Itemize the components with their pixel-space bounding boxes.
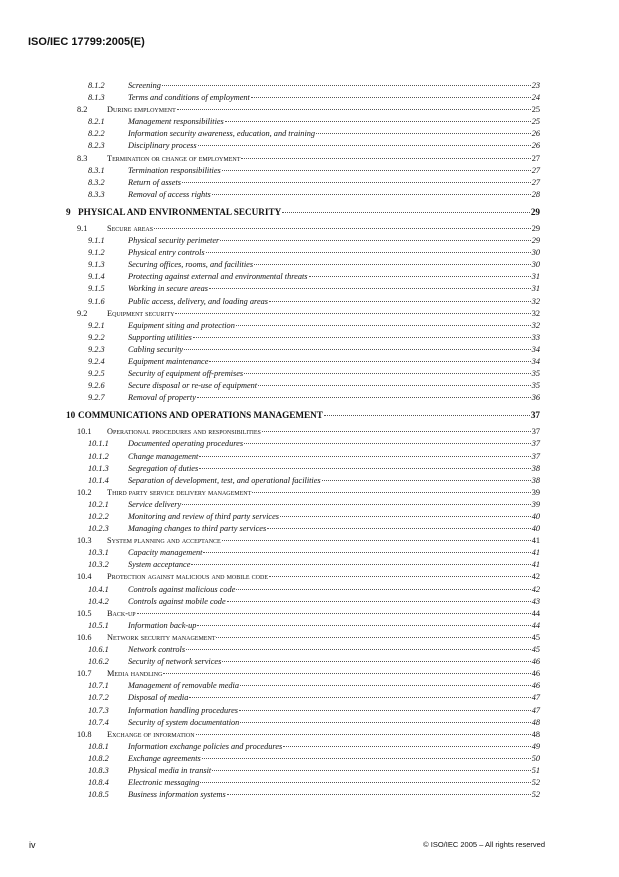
toc-subsection[interactable] <box>62 559 540 571</box>
toc-page: 25 <box>531 117 540 127</box>
toc-title: Managing changes to third party services <box>128 524 267 534</box>
toc-number: 8.3.2 <box>88 177 105 187</box>
toc-leader <box>309 276 531 277</box>
toc-leader <box>322 480 531 481</box>
toc-page: 34 <box>531 344 540 354</box>
toc-page: 30 <box>531 248 540 258</box>
toc-number: 9.1 <box>77 223 88 233</box>
toc-subsection[interactable] <box>62 620 540 632</box>
toc-title: Separation of development, test, and operational facilities <box>128 475 321 485</box>
toc-number: 10.6.2 <box>88 657 109 667</box>
toc-number: 9.1.6 <box>88 296 105 306</box>
toc-page: 35 <box>531 381 540 391</box>
toc-subsection[interactable] <box>62 259 540 271</box>
toc-subsection[interactable] <box>62 271 540 283</box>
toc-number: 10.7.2 <box>88 693 109 703</box>
toc-leader <box>206 252 531 253</box>
toc-title: Physical entry controls <box>128 248 205 258</box>
toc-subsection[interactable] <box>62 451 540 463</box>
toc-page: 52 <box>531 790 540 800</box>
toc-title: Secure areas <box>107 223 154 233</box>
toc-leader <box>137 613 531 614</box>
toc-page: 39 <box>531 499 540 509</box>
toc-number: 10.2.1 <box>88 499 109 509</box>
toc-leader <box>227 601 531 602</box>
toc-leader <box>262 431 531 432</box>
toc-title: Network controls <box>128 645 186 655</box>
toc-leader <box>209 361 530 362</box>
toc-page: 40 <box>531 524 540 534</box>
toc-number: 8.3.1 <box>88 165 105 175</box>
toc-leader <box>241 158 530 159</box>
toc-leader <box>227 794 531 795</box>
toc-title: Protection against malicious and mobile code <box>107 572 268 582</box>
toc-leader <box>200 782 530 783</box>
toc-title: Supporting utilities <box>128 332 192 342</box>
toc-number: 9.2.3 <box>88 344 105 354</box>
toc-subsection[interactable] <box>62 320 540 332</box>
toc-number: 10.3.1 <box>88 548 109 558</box>
toc-leader <box>254 264 531 265</box>
toc-page: 46 <box>531 669 540 679</box>
toc-title: Media handling <box>107 669 163 679</box>
toc-number: 8.1.2 <box>88 81 105 90</box>
toc-subsection[interactable] <box>62 392 540 404</box>
toc-page: 41 <box>531 536 540 546</box>
toc-number: 10.1.1 <box>88 439 109 449</box>
toc-page: 32 <box>531 296 540 306</box>
toc-number: 10.6 <box>77 632 92 642</box>
toc-title: Disciplinary process <box>128 141 197 151</box>
toc-page: 37 <box>531 451 540 461</box>
toc-subsection[interactable] <box>62 296 540 308</box>
toc-page: 24 <box>531 93 540 103</box>
toc-subsection[interactable] <box>62 116 540 128</box>
toc-number: 9.2.2 <box>88 332 105 342</box>
toc-subsection[interactable] <box>62 789 540 801</box>
toc-title: Terms and conditions of employment <box>128 93 250 103</box>
toc-title: Equipment siting and protection <box>128 320 235 330</box>
toc-page: 31 <box>531 272 540 282</box>
toc-page: 41 <box>531 548 540 558</box>
toc-page: 41 <box>531 560 540 570</box>
toc-number: 10.1.3 <box>88 463 109 473</box>
toc-title: Removal of property <box>128 393 196 403</box>
toc-title: System acceptance <box>128 560 191 570</box>
toc-leader <box>280 516 531 517</box>
toc-leader <box>197 397 531 398</box>
toc-number: 10.8.2 <box>88 753 109 763</box>
toc-title: Capacity management <box>128 548 203 558</box>
toc-page: 46 <box>531 681 540 691</box>
toc-chapter[interactable] <box>62 408 540 422</box>
toc-leader <box>316 133 531 134</box>
toc-leader <box>216 637 530 638</box>
toc-page: 32 <box>531 320 540 330</box>
toc-title: Operational procedures and responsibilities <box>107 427 261 437</box>
toc-leader <box>244 373 531 374</box>
toc-title: Termination responsibilities <box>128 165 221 175</box>
toc-number: 10.5.1 <box>88 620 109 630</box>
toc-subsection[interactable] <box>62 380 540 392</box>
toc-subsection[interactable] <box>62 247 540 259</box>
toc-subsection[interactable] <box>62 165 540 177</box>
toc-number: 9.2.4 <box>88 356 105 366</box>
toc-leader <box>283 746 530 747</box>
toc-leader <box>236 325 531 326</box>
toc-subsection[interactable] <box>62 765 540 777</box>
page-number: iv <box>29 840 36 850</box>
toc-leader <box>209 288 531 289</box>
toc-leader <box>269 301 531 302</box>
toc-number: 10.4 <box>77 572 92 582</box>
toc-title: Secure disposal or re-use of equipment <box>128 381 258 391</box>
toc-title: System planning and acceptance <box>107 536 221 546</box>
toc-subsection[interactable] <box>62 656 540 668</box>
toc-number: 8.1.3 <box>88 93 105 103</box>
toc-page: 30 <box>531 260 540 270</box>
toc-title: Disposal of media <box>128 693 189 703</box>
toc-page: 44 <box>531 620 540 630</box>
toc-title: Cabling security <box>128 344 184 354</box>
toc-chapter[interactable] <box>62 205 540 219</box>
toc-title: Screening <box>128 81 161 90</box>
toc-number: 9.2.5 <box>88 369 105 379</box>
toc-section[interactable] <box>62 104 540 116</box>
toc-subsection[interactable] <box>62 753 540 765</box>
toc-title: Equipment security <box>107 308 175 318</box>
toc-leader <box>251 97 531 98</box>
toc-section[interactable] <box>62 608 540 620</box>
toc-page: 29 <box>530 206 540 217</box>
toc-leader <box>282 212 530 213</box>
toc-title: Public access, delivery, and loading areas <box>128 296 269 306</box>
toc-title: Physical media in transit <box>128 765 212 775</box>
toc-page: 46 <box>531 657 540 667</box>
toc-number: 10.8.3 <box>88 765 109 775</box>
toc-leader <box>154 228 531 229</box>
toc-page: 31 <box>531 284 540 294</box>
toc-title: Information handling procedures <box>128 705 239 715</box>
toc-number: 10.8.4 <box>88 778 109 788</box>
toc-leader <box>191 564 530 565</box>
toc-page: 37 <box>531 427 540 437</box>
toc-page: 28 <box>531 189 540 199</box>
toc-page: 45 <box>531 645 540 655</box>
toc-number: 9 <box>66 206 71 217</box>
toc-page: 38 <box>531 475 540 485</box>
toc-page: 48 <box>531 717 540 727</box>
toc-number: 10.3.2 <box>88 560 109 570</box>
toc-number: 8.2 <box>77 105 88 115</box>
toc-number: 10.8.1 <box>88 741 109 751</box>
toc-leader <box>203 552 530 553</box>
toc-subsection[interactable] <box>62 475 540 487</box>
toc-page: 27 <box>531 165 540 175</box>
toc-number: 10.2.3 <box>88 524 109 534</box>
toc-leader <box>269 576 531 577</box>
toc-page: 43 <box>531 596 540 606</box>
toc-leader <box>197 625 530 626</box>
toc-leader <box>184 349 531 350</box>
toc-number: 9.2.6 <box>88 381 105 391</box>
toc-leader <box>252 492 530 493</box>
toc-leader <box>220 240 530 241</box>
toc-title: Third party service delivery management <box>107 487 252 497</box>
toc-page: 51 <box>531 765 540 775</box>
toc-page: 52 <box>531 778 540 788</box>
toc-subsection[interactable] <box>62 344 540 356</box>
toc-number: 10.4.1 <box>88 584 109 594</box>
toc-title: Working in secure areas <box>128 284 208 294</box>
toc-number: 9.1.4 <box>88 272 105 282</box>
toc-number: 9.2.7 <box>88 393 105 403</box>
toc-number: 9.1.5 <box>88 284 105 294</box>
toc-page: 23 <box>531 81 540 90</box>
toc-leader <box>222 661 530 662</box>
toc-page: 40 <box>531 512 540 521</box>
toc-leader <box>196 734 531 735</box>
toc-title: Controls against malicious code <box>128 584 236 594</box>
toc-leader <box>239 710 531 711</box>
toc-section[interactable] <box>62 153 540 165</box>
toc-title: Physical security perimeter <box>128 236 220 246</box>
toc-section[interactable] <box>62 729 540 741</box>
toc-number: 8.3 <box>77 153 88 163</box>
toc-subsection[interactable] <box>62 235 540 247</box>
toc-title: PHYSICAL AND ENVIRONMENTAL SECURITY <box>78 206 282 217</box>
toc-page: 26 <box>531 129 540 139</box>
toc-leader <box>175 313 530 314</box>
toc-subsection[interactable] <box>62 705 540 717</box>
toc-page: 29 <box>531 236 540 246</box>
toc-number: 8.2.1 <box>88 117 105 127</box>
toc-title: Information back-up <box>128 620 197 630</box>
toc-title: Securing offices, rooms, and facilities <box>128 260 254 270</box>
toc-subsection[interactable] <box>62 177 540 189</box>
toc-page: 49 <box>531 741 540 751</box>
toc-leader <box>182 504 530 505</box>
toc-leader <box>236 589 530 590</box>
toc-number: 10.8.5 <box>88 790 109 800</box>
toc-title: Security of system documentation <box>128 717 240 727</box>
toc-number: 10.2 <box>77 487 92 497</box>
toc-page: 48 <box>531 729 540 739</box>
toc-leader <box>222 170 531 171</box>
toc-number: 10.7.1 <box>88 681 109 691</box>
toc-title: During employment <box>107 105 176 115</box>
toc-number: 10.1.2 <box>88 451 109 461</box>
toc-title: Segregation of duties <box>128 463 199 473</box>
toc-leader <box>267 528 531 529</box>
toc-leader <box>199 468 530 469</box>
toc-section[interactable] <box>62 223 540 235</box>
toc-leader <box>212 770 531 771</box>
toc-title: Controls against mobile code <box>128 596 226 606</box>
toc-title: Monitoring and review of third party services <box>128 512 280 521</box>
toc-title: Network security management <box>107 632 216 642</box>
toc-leader <box>193 337 531 338</box>
toc-number: 9.1.3 <box>88 260 105 270</box>
toc-page: 26 <box>531 141 540 151</box>
toc-leader <box>177 109 531 110</box>
toc-section[interactable] <box>62 487 540 499</box>
toc-title: Management responsibilities <box>128 117 224 127</box>
toc-number: 10.5 <box>77 608 92 618</box>
toc-leader <box>240 685 531 686</box>
toc-title: Exchange agreements <box>128 753 201 763</box>
toc-subsection[interactable] <box>62 499 540 511</box>
toc-leader <box>202 758 531 759</box>
toc-page: 37 <box>531 439 540 449</box>
toc-page: 34 <box>531 356 540 366</box>
toc-subsection[interactable] <box>62 644 540 656</box>
toc-page: 50 <box>531 753 540 763</box>
toc-subsection[interactable] <box>62 596 540 608</box>
toc-number: 8.2.2 <box>88 129 105 139</box>
toc-page: 32 <box>531 308 540 318</box>
toc-title: Termination or change of employment <box>107 153 241 163</box>
toc-title: Removal of access rights <box>128 189 211 199</box>
toc-subsection[interactable] <box>62 368 540 380</box>
toc-leader <box>198 145 531 146</box>
toc-subsection[interactable] <box>62 356 540 368</box>
toc-page: 37 <box>530 410 540 421</box>
toc-number: 10.3 <box>77 536 92 546</box>
toc-title: Management of removable media <box>128 681 239 691</box>
toc-subsection[interactable] <box>62 717 540 729</box>
toc-subsection[interactable] <box>62 523 540 535</box>
toc-title: Change management <box>128 451 199 461</box>
toc-page: 35 <box>531 369 540 379</box>
toc-leader <box>324 415 530 416</box>
toc-subsection[interactable] <box>62 463 540 475</box>
toc-title: Business information systems <box>128 790 226 800</box>
toc-section[interactable] <box>62 426 540 438</box>
toc-leader <box>258 385 531 386</box>
toc-section[interactable] <box>62 668 540 680</box>
toc-number: 9.1.2 <box>88 248 105 258</box>
toc-page: 44 <box>531 608 540 618</box>
toc-title: Exchange of information <box>107 729 195 739</box>
toc-page: 38 <box>531 463 540 473</box>
toc-number: 10.6.1 <box>88 645 109 655</box>
toc-page: 27 <box>531 177 540 187</box>
toc-subsection[interactable] <box>62 283 540 295</box>
toc-title: Security of equipment off-premises <box>128 369 244 379</box>
copyright-notice: © ISO/IEC 2005 – All rights reserved <box>423 840 545 849</box>
toc-page: 33 <box>531 332 540 342</box>
toc-subsection[interactable] <box>62 777 540 789</box>
toc-section[interactable] <box>62 535 540 547</box>
toc-leader <box>244 443 531 444</box>
toc-number: 10.7.4 <box>88 717 109 727</box>
toc-page: 42 <box>531 584 540 594</box>
toc-title: Return of assets <box>128 177 182 187</box>
toc-title: Information security awareness, education, and training <box>128 129 316 139</box>
toc-page: 47 <box>531 705 540 715</box>
toc-number: 10.7 <box>77 669 92 679</box>
toc-subsection[interactable] <box>62 741 540 753</box>
toc-subsection[interactable] <box>62 692 540 704</box>
toc-subsection[interactable] <box>62 438 540 450</box>
toc-subsection[interactable] <box>62 189 540 201</box>
toc-page: 45 <box>531 632 540 642</box>
toc-leader <box>212 194 531 195</box>
toc-leader <box>162 85 531 86</box>
toc-number: 9.2 <box>77 308 88 318</box>
toc-section[interactable] <box>62 308 540 320</box>
toc-number: 10.7.3 <box>88 705 109 715</box>
toc-title: Equipment maintenance <box>128 356 209 366</box>
toc-number: 9.1.1 <box>88 236 105 246</box>
toc-number: 8.3.3 <box>88 189 105 199</box>
toc-subsection[interactable] <box>62 547 540 559</box>
toc-subsection[interactable] <box>62 332 540 344</box>
toc-leader <box>163 673 530 674</box>
toc-leader <box>186 649 531 650</box>
toc-number: 10.4.2 <box>88 596 109 606</box>
toc-page: 42 <box>531 572 540 582</box>
toc-number: 9.2.1 <box>88 320 105 330</box>
table-of-contents <box>62 80 540 801</box>
toc-title: Electronic messaging <box>128 778 200 788</box>
toc-leader <box>182 182 531 183</box>
toc-number: 10.8 <box>77 729 92 739</box>
document-header: ISO/IEC 17799:2005(E) <box>28 36 145 48</box>
toc-page: 36 <box>531 393 540 403</box>
toc-number: 10.1.4 <box>88 475 109 485</box>
toc-title: Documented operating procedures <box>128 439 244 449</box>
toc-title: COMMUNICATIONS AND OPERATIONS MANAGEMENT <box>78 410 323 421</box>
toc-subsection[interactable] <box>62 128 540 140</box>
toc-leader <box>189 697 530 698</box>
toc-subsection[interactable] <box>62 680 540 692</box>
toc-page: 29 <box>531 223 540 233</box>
toc-page: 47 <box>531 693 540 703</box>
toc-number: 10 <box>66 410 76 421</box>
toc-section[interactable] <box>62 571 540 583</box>
toc-subsection[interactable] <box>62 511 540 523</box>
toc-section[interactable] <box>62 632 540 644</box>
toc-page: 25 <box>531 105 540 115</box>
toc-title: Protecting against external and environmental threats <box>128 272 308 282</box>
toc-leader <box>240 722 530 723</box>
toc-subsection[interactable] <box>62 92 540 104</box>
toc-subsection[interactable] <box>62 80 540 92</box>
toc-leader <box>225 121 531 122</box>
toc-title: Information exchange policies and procedures <box>128 741 283 751</box>
toc-page: 39 <box>531 487 540 497</box>
toc-subsection[interactable] <box>62 584 540 596</box>
toc-leader <box>199 456 530 457</box>
toc-leader <box>222 540 531 541</box>
toc-number: 10.2.2 <box>88 512 109 521</box>
toc-title: Service delivery <box>128 499 182 509</box>
toc-number: 10.1 <box>77 427 92 437</box>
toc-title: Back-up <box>107 608 136 618</box>
toc-page: 27 <box>531 153 540 163</box>
toc-subsection[interactable] <box>62 140 540 152</box>
toc-title: Security of network services <box>128 657 222 667</box>
toc-number: 8.2.3 <box>88 141 105 151</box>
